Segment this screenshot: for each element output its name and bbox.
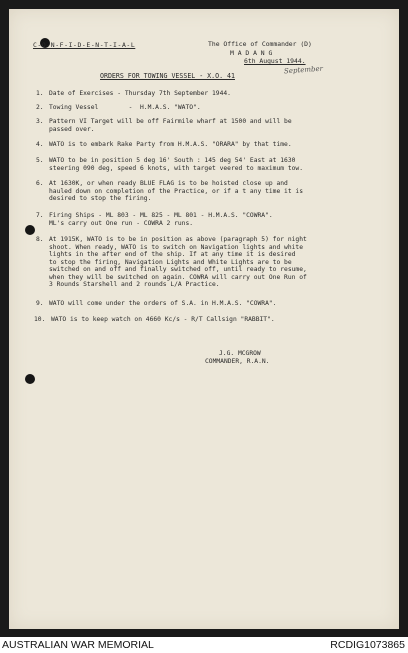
punch-hole (25, 225, 35, 235)
office-name: The Office of Commander (D) (208, 40, 312, 48)
item-line: lights in the after end of the ship. If at any time it is desired (49, 251, 296, 258)
item-line: shoot. When ready, WATO is to switch on Navigation lights and white (49, 243, 304, 251)
item-number: 8. (36, 236, 44, 243)
classification-label: C-O-N-F-I-D-E-N-T-I-A-L (33, 41, 136, 49)
item-line: At 1915K, WATO is to be in position as above (paragraph 5) for night (49, 236, 307, 243)
office-header (208, 40, 312, 66)
item-number: 4. (36, 141, 44, 148)
punch-hole (25, 374, 35, 384)
item-line: hauled down on completion of the Practice, or if a t any time it is (49, 187, 304, 195)
item-number: 10. (34, 316, 46, 323)
item-line: steering 090 deg, speed 6 knots, with target veered to maximum tow. (49, 164, 304, 172)
signatory-name: J.G. MCGROW (219, 350, 261, 357)
item-line: WATO to be in position 5 deg 16' South : 145 deg 54' East at 1630 (49, 157, 296, 164)
signatory-rank: COMMANDER, R.A.N. (205, 358, 270, 365)
item-line: WATO is to embark Rake Party from H.M.A.S. "ORARA" by that time. (49, 141, 292, 148)
item-line: Date of Exercises - Thursday 7th September 1944. (49, 90, 231, 97)
item-line: switched on and off and finally switched off, until ready to resume, (49, 266, 307, 273)
item-line: ML's carry out One run - COWRA 2 runs. (49, 219, 194, 227)
item-number: 2. (36, 104, 44, 111)
item-number: 6. (36, 180, 44, 187)
item-line: when they will be switched on again. COWRA will carry out One Run of (49, 273, 307, 281)
item-line: Firing Ships - ML 803 - ML 825 - ML 801 - H.M.A.S. "COWRA". (49, 212, 273, 219)
document-date: 6th August 1944. (244, 57, 306, 66)
office-place: M A D A N G (230, 48, 273, 57)
item-line: WATO will come under the orders of S.A. in H.M.A.S. "COWRA". (49, 300, 277, 307)
handwritten-note: September (283, 64, 324, 76)
item-line: 3 Rounds Starshell and 2 rounds L/A Practice. (49, 281, 220, 288)
archive-reference: RCDIG1073865 (330, 639, 405, 651)
item-line: At 1630K, or when ready BLUE FLAG is to be hoisted close up and (49, 180, 288, 187)
item-number: 1. (36, 90, 44, 97)
item-line: desired to stop the firing. (49, 195, 152, 202)
item-number: 9. (36, 300, 44, 307)
signature-block (205, 350, 269, 366)
item-line: WATO is to keep watch on 4660 Kc/s - R/T Callsign "RABBIT". (51, 316, 275, 323)
item-line: to stop the firing, Navigation Lights and White Lights are to be (49, 258, 292, 266)
item-line: passed over. (49, 125, 95, 133)
archive-credit: AUSTRALIAN WAR MEMORIAL (2, 639, 154, 651)
item-line: Towing Vessel - H.M.A.S. "WATO". (49, 104, 201, 111)
item-number: 5. (36, 157, 44, 164)
item-number: 3. (36, 118, 44, 125)
item-number: 7. (36, 212, 44, 219)
document-title: ORDERS FOR TOWING VESSEL - X.O. 41 (100, 72, 235, 80)
item-line: Pattern VI Target will be off Fairmile wharf at 1500 and will be (49, 118, 292, 125)
